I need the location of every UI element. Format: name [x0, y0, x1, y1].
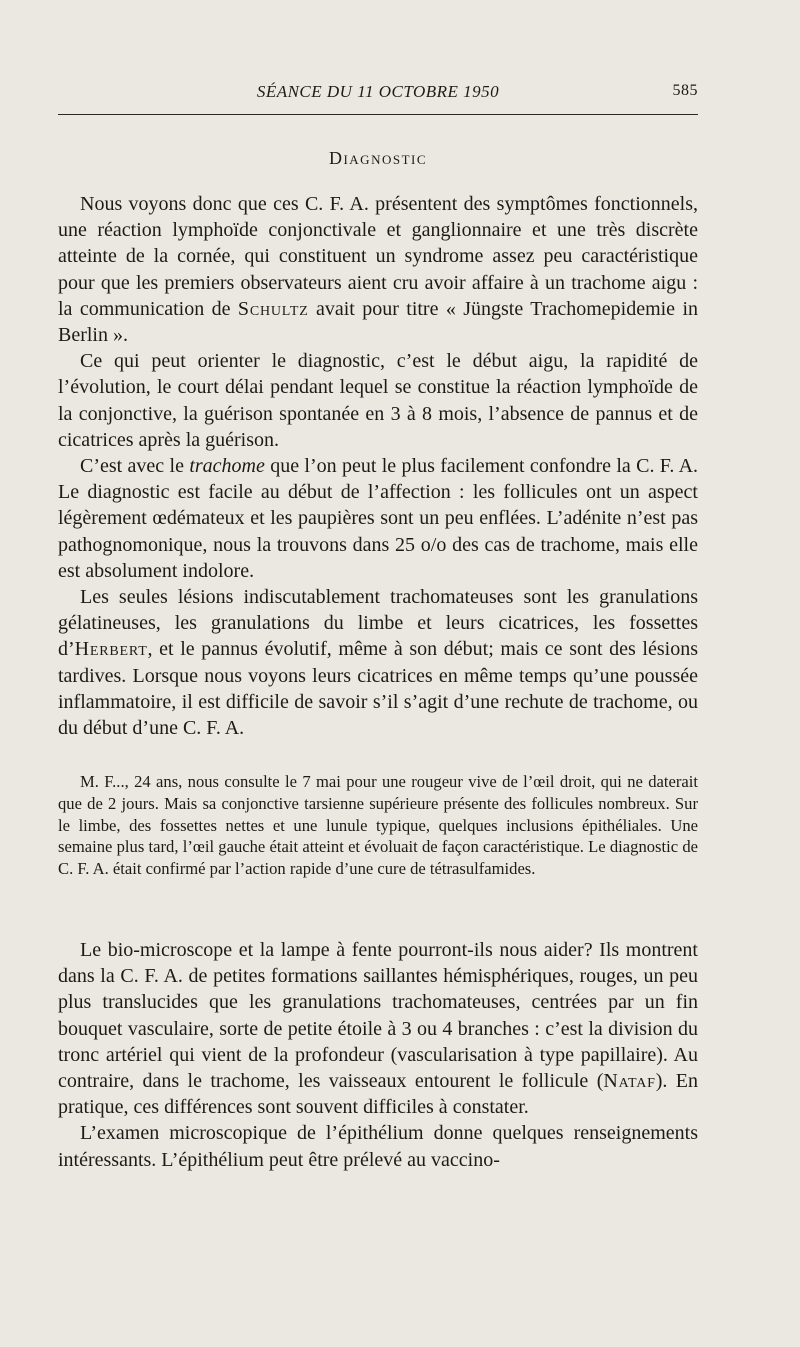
author-herbert: Herbert: [74, 638, 148, 661]
paragraph-5-text-a: Le bio-microscope et la lampe à fente pourront-ils nous aider? Ils montrent dans la C. F. A. de petites formations saillantes hémisphériques, rouges, un peu plus translucides que les granulations trachomateuses, centrées par un fin bouquet vasculaire, sorte de petite étoile à 3 ou 4 branches : c’est la division du tronc artériel qui vient de la profondeur (vascularisation à type papillaire). Au contraire, dans le trachome, les vaisseaux entourent le follicule (: [58, 939, 698, 1093]
paragraph-4: [58, 584, 698, 741]
header-rule: [58, 114, 698, 115]
paragraph-3-text-b: que l’on peut le plus facilement confondre la C. F. A. Le diagnostic est facile au début de l’affection : les follicules ont un aspect légèrement œdémateux et les paupières sont un peu enflées. L’adénite n’est pas pathognomonique, nous la trouvons dans 25 o/o des cas de trachome, mais elle est absolument indolore.: [58, 455, 699, 582]
paragraph-4-text-a: Les seules lésions indiscutablement trachomateuses sont les granulations gélatineuses, les granulations du limbe et leurs cicatrices, les fossettes d’: [58, 586, 698, 661]
body-text-block-1: [58, 191, 698, 741]
author-nataf: Nataf: [603, 1070, 656, 1093]
emphasis-trachome: trachome: [189, 455, 265, 478]
paragraph-5-text-b: ). En pratique, ces différences sont souvent difficiles à constater.: [58, 1070, 698, 1119]
page-number: 585: [672, 82, 698, 99]
running-title: SÉANCE DU 11 OCTOBRE 1950: [256, 82, 500, 101]
paragraph-1-text-b: avait pour titre « Jüngste Trachomepidemie in Berlin ».: [58, 297, 699, 347]
running-header: [58, 82, 698, 106]
paragraph-3: [58, 453, 698, 584]
paragraph-6: L’examen microscopique de l’épithélium donne quelques renseignements intéressants. L’épithélium peut être prélevé au vaccino-: [58, 1122, 698, 1171]
body-text-block-2: [58, 937, 698, 1173]
paragraph-1-text-a: Nous voyons donc que ces C. F. A. présentent des symptômes fonctionnels, une réaction lymphoïde conjonctivale et ganglionnaire et une très discrète atteinte de la cornée, qui constituent un syndrome assez peu caractéristique pour que les premiers observateurs aient cru avoir affaire à un trachome aigu : la communication de: [58, 193, 698, 320]
paragraph-5: [58, 937, 698, 1120]
paragraph-4-text-b: , et le pannus évolutif, même à son début; mais ce sont des lésions tardives. Lorsque nous voyons leurs cicatrices en même temps qu’une poussée inflammatoire, il est difficile de savoir s’il s’agit d’une rechute de trachome, ou du début d’une C. F. A.: [58, 638, 698, 740]
paragraph-2: Ce qui peut orienter le diagnostic, c’est le début aigu, la rapidité de l’évolution, le court délai pendant lequel se constitue la réaction lymphoïde de la conjonctive, la guérison spontanée en 3 à 8 mois, l’absence de pannus et de cicatrices après la guérison.: [58, 350, 698, 451]
case-report-block: [58, 771, 698, 880]
author-schultz: Schultz: [237, 297, 309, 320]
paragraph-1: [58, 191, 698, 348]
section-title: Diagnostic: [328, 148, 428, 168]
case-report: M. F..., 24 ans, nous consulte le 7 mai pour une rougeur vive de l’œil droit, qui ne daterait que de 2 jours. Mais sa conjonctive tarsienne supérieure présente des follicules nombreux. Sur le limbe, des fossettes nettes et une lunule typique, quelques inclusions épithéliales. Une semaine plus tard, l’œil gauche était atteint et évoluait de façon caractéristique. Le diagnostic de C. F. A. était confirmé par l’action rapide d’une cure de tétrasulfamides.: [58, 772, 698, 879]
paragraph-3-text-a: C’est avec le: [80, 455, 190, 478]
